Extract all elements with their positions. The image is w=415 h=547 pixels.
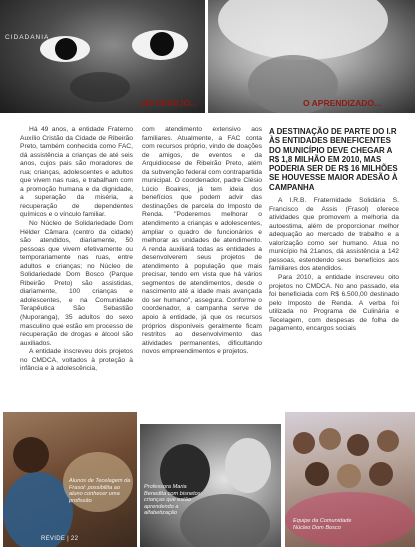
- article-column-1: [20, 126, 133, 374]
- photo-weaving-student: [3, 412, 137, 547]
- section-label: CIDADANIA: [5, 34, 50, 41]
- article-column-2: [142, 126, 262, 357]
- paragraph: A I.R.B. Fraternidade Solidária S. Francisco de Assis (Frasol) oferece atividades que promovem a melhoria da autoestima, além de proporcionar melhor adequação ao mercado de trabalho e a valorização como ser humano. Atua no município há 21anos, dá assistência a 142 pessoas, estendendo seus benefícios aos familiares dos atendidos.: [269, 197, 399, 273]
- header-photo-child-eyes: [0, 0, 205, 113]
- photo-teacher-children: [140, 424, 281, 547]
- photo-caption: Equipe da Comunidade Núcleo Dom Bosco: [293, 518, 352, 531]
- paragraph: com atendimento extensivo aos familiares. Atualmente, a FAC conta com recursos próprio, vindo de doações de amigos, de eventos e da Arquidiocese de Ribeirão Preto, além da subvenção federal com contrapartida municipal. O coordenador, padre Clésio Lúcio Boaires, já tem ideia dos benefícios que podem advir das destinações de parcela do Imposto de Renda. "Poderemos melhorar o atendimento a crianças e adolescentes, ampliar o quadro de funcionários e melhorar as unidades de atendimento. A renda auxiliará todas as entidades a desenvolverem seus projetos de atendimento à população que mais precisar, tendo em vista que há vários segmentos de atendimentos, desde o nascimento até a idade mais avançada do ser humano", assegura. Conforme o coordenador, a campanha serve de apoio à entidade, já que os recursos próprios disponíveis geralmente ficam restritos ao desenvolvimento das atividades permanentes, dificultando novos empreendimentos e projetos.: [142, 126, 262, 356]
- pull-quote: A DESTINAÇÃO DE PARTE DO I.R ÀS ENTIDADES BENEFICENTES DO MUNICÍPIO DEVE CHEGAR A R$ 1,8 MILHÃO EM 2010, MAS PODERIA SER DE R$ 16 MILHÕES SE HOUVESSE MAIOR ADESÃO À CAMPANHA: [269, 127, 398, 192]
- paragraph: No Núcleo de Solidariedade Dom Hélder Câmara (centro da cidade) são atendidos, diariamente, 50 pessoas que vivem efetivamente ou temporariamente nas ruas, entre adultos e crianças; no Núcleo de Solidariedade Dom Bosco (Parque Ribeirão Preto) são assistidas, diariamente, 100 crianças e adolescentes, e na Comunidade Terapêutica São Sebastião (Nuporanga), 35 adultos do sexo masculino que estão em processo de recuperação de drogas e álcool são auxiliados.: [20, 220, 133, 347]
- header-photo-child-cap: [208, 0, 415, 113]
- headline-left: UM DESEJO...: [140, 98, 198, 108]
- article-column-3: [269, 127, 399, 334]
- paragraph: Há 49 anos, a entidade Fraterno Auxílio Cristão da Cidade de Ribeirão Preto, também conhecida como FAC, dá assistência a crianças de até seis anos, cujos pais são moradores de rua; crianças, adolescentes e adultos que vivem nas ruas, e trabalham com a promoção humana e da dignidade, a superação da miséria, a recuperação de dependentes químicos e o vínculo familiar.: [20, 126, 133, 219]
- paragraph: Para 2010, a entidade inscreveu oito projetos no CMDCA. No ano passado, ela foi beneficiada com R$ 6.500,00 destinado pelo Imposto de Renda. A verba foi utilizada no Programa de Culinária e Tecelagem, com despesas de folha de pagamento, encargos sociais: [269, 274, 399, 333]
- headline-right: O APRENDIZADO...: [303, 98, 382, 108]
- photo-caption: Alunos de Tecelagem da Frasol: possibilita ao aluno conhecer uma profissão: [69, 478, 131, 504]
- photo-children-group: [285, 412, 415, 547]
- photo-caption: Professora Maria Benedita com bisnetos: crianças que estão aprendendo a alfabetização: [144, 484, 203, 517]
- paragraph: A entidade inscreveu dois projetos no CMDCA, voltados à proteção à infância e à adolescência,: [20, 348, 133, 373]
- page-number: REVIDE | 22: [41, 536, 79, 542]
